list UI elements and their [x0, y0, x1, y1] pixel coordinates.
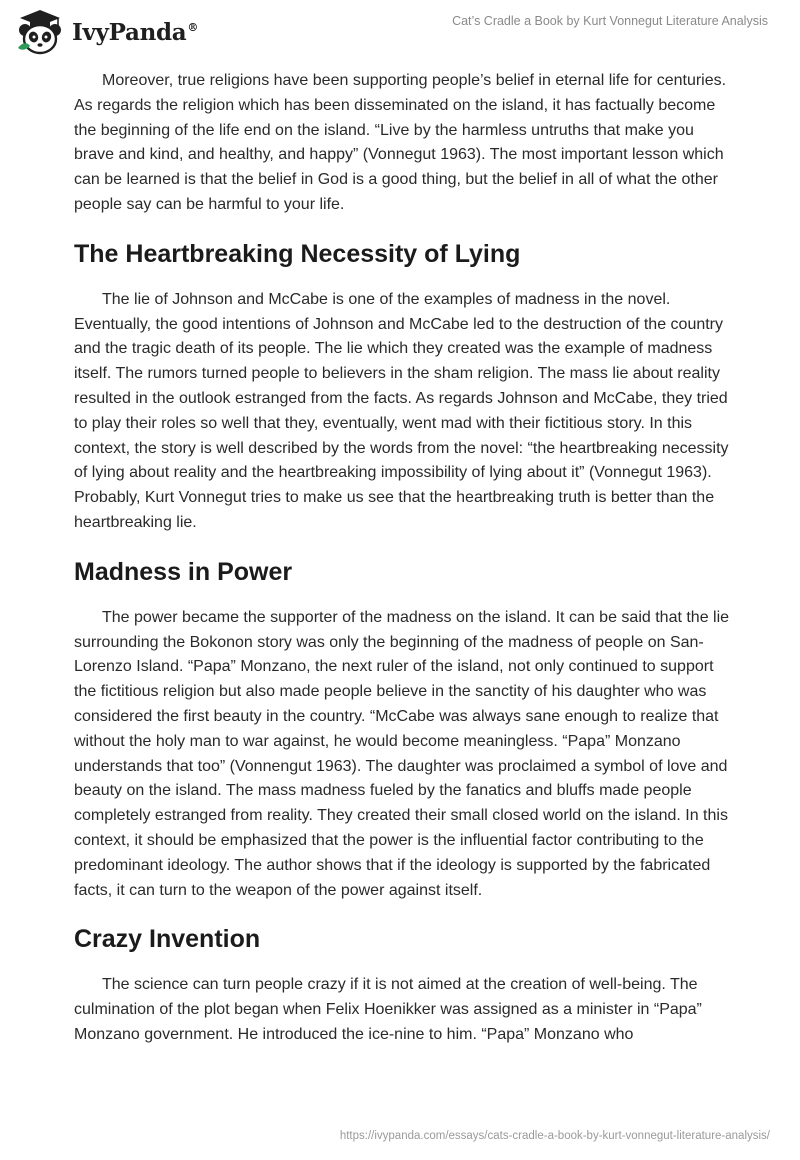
brand-name: IvyPanda®	[72, 18, 199, 46]
heading-crazy-invention: Crazy Invention	[74, 925, 261, 954]
registered-mark: ®	[187, 20, 199, 34]
document-title: Cat’s Cradle a Book by Kurt Vonnegut Literature Analysis	[452, 14, 768, 28]
paragraph-lie: The lie of Johnson and McCabe is one of the examples of madness in the novel. Eventually, the good intentions of Johnson and McCabe led to the destruction of the country and the tragic death of its people. The lie which they created was the example of madness itself. The rumors turned people to believers in the sham religion. The mass lie about reality resulted in the outlook estranged from the facts. As regards Johnson and McCabe, they tried to play their roles so well that they, eventually, went mad with their fictitious story. In this context, the story is well described by the words from the novel: “the heartbreaking necessity of lying about reality and the heartbreaking impossibility of lying about it” (Vonnegut 1963). Probably, Kurt Vonnegut tries to make us see that the heartbreaking truth is better than the heartbreaking lie.	[74, 290, 729, 531]
paragraph-science: The science can turn people crazy if it is not aimed at the creation of well-being. The culmination of the plot began when Felix Hoenikker was assigned as a minister in “Papa” Monzano government. He introduced the ice-nine to him. “Papa” Monzano who	[74, 976, 702, 1043]
article-body	[74, 69, 734, 1069]
paragraph-power: The power became the supporter of the madness on the island. It can be said that the lie surrounding the Bokonon story was only the beginning of the madness of people on San-Lorenzo Island. “Papa” Monzano, the next ruler of the island, not only continued to support the fictitious religion but also made people believe in the sanctity of his daughter who was considered the first beauty in the country. “McCabe was always sane enough to realize that without the holy man to war against, he would become meaningless. “Papa” Monzano understands that too” (Vonnengut 1963). The daughter was proclaimed a symbol of love and beauty on the island. The mass madness fueled by the fanatics and bluffs made people completely estranged from reality. They created their small closed world on the island. In this context, it should be emphasized that the power is the influential factor contributing to the predominant ideology. The author shows that if the ideology is supported by the fabricated facts, it can turn to the weapon of the power against itself.	[74, 608, 730, 899]
ivypanda-logo[interactable]	[14, 8, 198, 56]
heading-heartbreaking-necessity: The Heartbreaking Necessity of Lying	[74, 239, 521, 268]
paragraph-religion: Moreover, true religions have been supporting people’s belief in eternal life for centuries. As regards the religion which has been disseminated on the island, it has factually become the beginning of the life end on the island. “Live by the harmless untruths that make you brave and kind, and healthy, and happy” (Vonnegut 1963). The most important lesson which can be learned is that the belief in God is a good thing, but the belief in all of what the other people say can be harmful to your life.	[74, 72, 727, 213]
source-url[interactable]: https://ivypanda.com/essays/cats-cradle-a-book-by-kurt-vonnegut-literature-analysis/	[339, 1130, 770, 1142]
heading-madness-in-power: Madness in Power	[74, 557, 293, 586]
panda-graduate-icon	[14, 8, 66, 56]
page-header	[0, 0, 800, 66]
